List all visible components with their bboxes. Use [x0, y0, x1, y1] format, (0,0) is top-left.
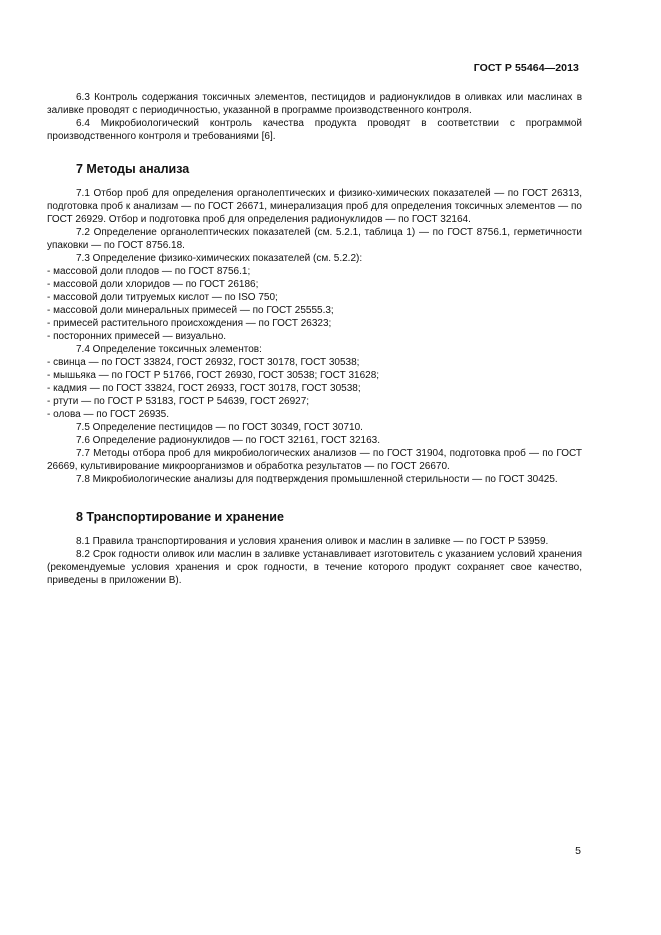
paragraph-7-4: 7.4 Определение токсичных элементов:: [76, 344, 262, 355]
paragraph-7-6: 7.6 Определение радионуклидов — по ГОСТ 32161, ГОСТ 32163.: [76, 435, 381, 446]
list-item: - массовой доли минеральных примесей — по ГОСТ 25555.3;: [47, 305, 334, 316]
paragraph-7-3: 7.3 Определение физико-химических показателей (см. 5.2.2):: [76, 253, 363, 264]
paragraph-6-4: 6.4 Микробиологический контроль качества продукта проводят в соответствии с программой производственного контроля и требованиями [6].: [47, 118, 582, 142]
paragraph-7-7: 7.7 Методы отбора проб для микробиологических анализов — по ГОСТ 31904, подготовка проб — по ГОСТ 26669, культивирование микроорганизмов и обработка результатов — по ГОСТ 26670.: [47, 448, 582, 472]
paragraph-6-3: 6.3 Контроль содержания токсичных элементов, пестицидов и радионуклидов в оливках или маслинах в заливке проводят с периодичностью, указанной в программе производственного контроля.: [47, 92, 582, 116]
list-item: - массовой доли хлоридов — по ГОСТ 26186;: [47, 279, 259, 290]
list-item: - массовой доли плодов — по ГОСТ 8756.1;: [47, 266, 251, 277]
list-item: - массовой доли титруемых кислот — по ISO 750;: [47, 292, 278, 303]
paragraph-7-2: 7.2 Определение органолептических показателей (см. 5.2.1, таблица 1) — по ГОСТ 8756.1, герметичности упаковки — по ГОСТ 8756.18.: [47, 227, 582, 251]
list-item: - ртути — по ГОСТ Р 53183, ГОСТ Р 54639, ГОСТ 26927;: [47, 396, 310, 407]
paragraph-8-1: 8.1 Правила транспортирования и условия хранения оливок и маслин в заливке — по ГОСТ Р 53959.: [76, 536, 549, 547]
list-item: - свинца — по ГОСТ 33824, ГОСТ 26932, ГОСТ 30178, ГОСТ 30538;: [47, 357, 360, 368]
page-content: [47, 91, 582, 587]
list-item: - примесей растительного происхождения — по ГОСТ 26323;: [47, 318, 332, 329]
section-8-title: 8 Транспортирование и хранение: [76, 510, 284, 524]
list-item: - посторонних примесей — визуально.: [47, 331, 227, 342]
page-number: 5: [575, 845, 581, 857]
paragraph-8-2: 8.2 Срок годности оливок или маслин в заливке устанавливает изготовитель с указанием условий хранения (рекомендуемые условия хранения и срок годности, в течение которого продукт сохраняет свое качество, приведены в приложении В).: [47, 549, 582, 586]
list-item: - олова — по ГОСТ 26935.: [47, 409, 170, 420]
paragraph-7-5: 7.5 Определение пестицидов — по ГОСТ 30349, ГОСТ 30710.: [76, 422, 363, 433]
paragraph-7-8: 7.8 Микробиологические анализы для подтверждения промышленной стерильности — по ГОСТ 30425.: [76, 474, 558, 485]
paragraph-7-1: 7.1 Отбор проб для определения органолептических и физико-химических показателей — по ГОСТ 26313, подготовка проб к анализам — по ГОСТ 26671, минерализация проб для определения токсичных элементов — по ГОСТ 26929. Отбор и подготовка проб для определения радионуклидов — по ГОСТ 32164.: [47, 188, 582, 225]
list-item: - мышьяка — по ГОСТ Р 51766, ГОСТ 26930, ГОСТ 30538; ГОСТ 31628;: [47, 370, 380, 381]
list-item: - кадмия — по ГОСТ 33824, ГОСТ 26933, ГОСТ 30178, ГОСТ 30538;: [47, 383, 361, 394]
section-7-title: 7 Методы анализа: [76, 162, 190, 176]
document-code: ГОСТ Р 55464—2013: [473, 62, 579, 74]
